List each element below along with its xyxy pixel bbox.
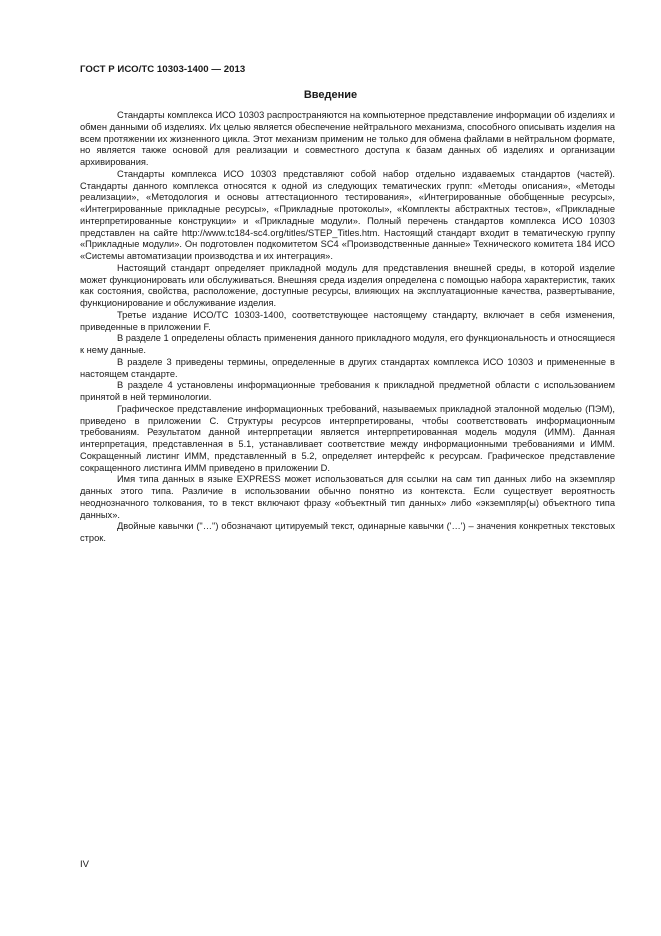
- introduction-body: [80, 110, 615, 545]
- paragraph: Стандарты комплекса ИСО 10303 представляют собой набор отдельно издаваемых стандартов (частей). Стандарты данного комплекса относятся к одной из следующих тематических групп: «Методы описания», «Методы реализации», «Методология и основы аттестационного тестирования», «Интегрированные обобщенные ресурсы», «Интегрированные прикладные ресурсы», «Прикладные протоколы», «Комплекты абстрактных тестов», «Прикладные интерпретированные конструкции» и «Прикладные модули». Полный перечень стандартов комплекса ИСО 10303 представлен на сайте http://www.tc184-sc4.org/titles/STEP_Titles.htm. Настоящий стандарт входит в тематическую группу «Прикладные модули». Он подготовлен подкомитетом SC4 «Производственные данные» Технического комитета 184 ИСО «Системы автоматизации производства и их интеграция».: [80, 168, 615, 261]
- paragraph: Стандарты комплекса ИСО 10303 распространяются на компьютерное представление информации об изделиях и обмен данными об изделиях. Их целью является обеспечение нейтрального механизма, способного описывать изделия на всем протяжении их жизненного цикла. Этот механизм применим не только для обмена файлами в нейтральном формате, но является также основой для реализации и совместного доступа к базам данных об изделиях и организации архивирования.: [80, 110, 615, 167]
- paragraph: В разделе 1 определены область применения данного прикладного модуля, его функциональность и относящиеся к нему данные.: [80, 333, 615, 355]
- paragraph: Третье издание ИСО/ТС 10303-1400, соответствующее настоящему стандарту, включает в себя изменения, приведенные в приложении F.: [80, 309, 615, 332]
- section-title: Введение: [303, 89, 358, 101]
- standard-code-header: ГОСТ Р ИСО/ТС 10303-1400 — 2013: [80, 64, 246, 75]
- paragraph: Графическое представление информационных требований, называемых прикладной эталонной моделью (ПЭМ), приведено в приложении С. Структуры ресурсов интерпретированы, чтобы соответствовать информационным требованиям. Результатом данной интерпретации является интерпретированная модель модуля (ИММ). Данная интерпретация, представленная в 5.1, устанавливает соответствие между информационными требованиями и ИММ. Сокращенный листинг ИММ, представленный в 5.2, определяет интерфейс к ресурсам. Графическое представление сокращенного листинга ИММ приведено в приложении D.: [80, 403, 615, 473]
- paragraph: Имя типа данных в языке EXPRESS может использоваться для ссылки на сам тип данных либо на экземпляр данных этого типа. Различие в использовании обычно понятно из контекста. Если существует вероятность неоднозначного толкования, то в текст включают фразу «объектный тип данных» либо «экземпляр(ы) объектного типа данных».: [80, 474, 615, 520]
- paragraph: В разделе 4 установлены информационные требования к прикладной предметной области с использованием принятой в ней терминологии.: [80, 380, 615, 402]
- paragraph: Двойные кавычки ("…") обозначают цитируемый текст, одинарные кавычки ('…') – значения конкретных текстовых строк.: [80, 521, 615, 543]
- paragraph: В разделе 3 приведены термины, определенные в других стандартах комплекса ИСО 10303 и примененные в настоящем стандарте.: [80, 356, 615, 379]
- paragraph: Настоящий стандарт определяет прикладной модуль для представления внешней среды, в которой изделие может функционировать или обслуживаться. Внешняя среда изделия определена с помощью набора характеристик, таких как состояния, свойства, расположение, доступные ресурсы, влияющих на эксплуатационные качества, развертывание, функционирование и обслуживание изделия.: [80, 262, 615, 308]
- page-number: IV: [80, 859, 89, 870]
